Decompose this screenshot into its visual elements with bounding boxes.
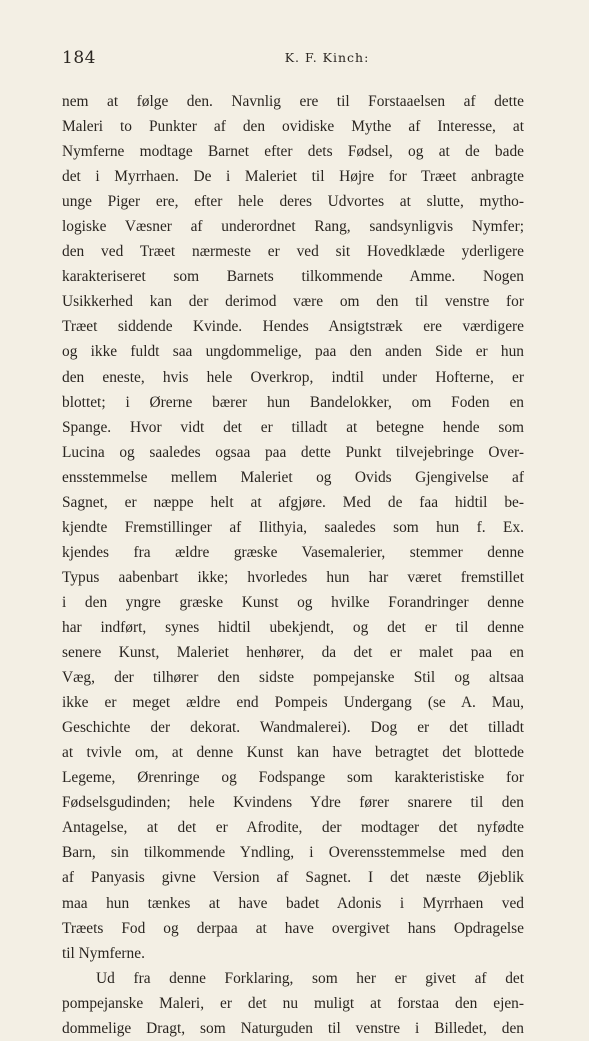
text-line: kjendte Fremstillinger af Ilithyia, saaledes som hun f. Ex.	[62, 518, 524, 536]
text-line: Nymferne modtage Barnet efter dets Fødsel, og at de bade	[62, 143, 524, 161]
text-line: kjendes fra ældre græske Vasemalerier, stemmer denne	[62, 543, 524, 561]
text-line: Ud fra denne Forklaring, som her er givet af det	[96, 969, 524, 987]
text-line: unge Piger ere, efter hele deres Udvortes at slutte, mytho-	[62, 193, 524, 211]
text-line: ensstemmelse mellem Maleriet og Ovids Gjengivelse af	[62, 468, 524, 486]
text-line: af Panyasis givne Version af Sagnet. I det næste Øjeblik	[62, 869, 524, 887]
text-line: i den yngre græske Kunst og hvilke Forandringer denne	[62, 593, 524, 611]
text-line: Træets Fod og derpaa at have overgivet hans Opdragelse	[62, 919, 524, 937]
text-line: Spange. Hvor vidt det er tilladt at betegne hende som	[62, 418, 524, 436]
text-line: Legeme, Ørenringe og Fodspange som karakteristiske for	[62, 769, 524, 787]
text-line: Fødselsgudinden; hele Kvindens Ydre fører snarere til den	[62, 794, 524, 812]
page-header	[62, 48, 532, 72]
text-line: den ved Træet nærmeste er ved sit Hovedklæde yderligere	[62, 243, 524, 261]
text-line: til Nymferne.	[62, 944, 145, 962]
text-line: Træet siddende Kvinde. Hendes Ansigtstræk ere værdigere	[62, 318, 524, 336]
text-line: karakteriseret som Barnets tilkommende Amme. Nogen	[62, 268, 524, 286]
text-line: Typus aabenbart ikke; hvorledes hun har været fremstillet	[62, 568, 524, 586]
text-line: har indført, synes hidtil ubekjendt, og det er til denne	[62, 618, 524, 636]
body-text	[62, 89, 524, 1041]
text-line: Usikkerhed kan der derimod være om den til venstre for	[62, 293, 524, 311]
text-line: blottet; i Ørerne bærer hun Bandelokker, om Foden en	[62, 393, 524, 411]
text-line: Barn, sin tilkommende Yndling, i Overensstemmelse med den	[62, 844, 524, 862]
text-line: Antagelse, at det er Afrodite, der modtager det nyfødte	[62, 819, 524, 837]
text-line: dommelige Dragt, som Naturguden til venstre i Billedet, den	[62, 1019, 524, 1037]
text-line: Lucina og saaledes ogsaa paa dette Punkt tilvejebringe Over-	[62, 443, 524, 461]
text-line: ikke er meget ældre end Pompeis Undergang (se A. Mau,	[62, 694, 524, 712]
text-line: den eneste, hvis hele Overkrop, indtil under Hofterne, er	[62, 368, 524, 386]
running-head: K. F. Kinch:	[284, 50, 370, 65]
text-line: nem at følge den. Navnlig ere til Forstaaelsen af dette	[62, 93, 524, 110]
page-number: 184	[62, 48, 96, 68]
text-line: logiske Væsner af underordnet Rang, sandsynligvis Nymfer;	[62, 218, 524, 236]
text-line: Geschichte der dekorat. Wandmalerei). Dog er det tilladt	[62, 719, 524, 737]
text-line: og ikke fuldt saa ungdommelige, paa den anden Side er hun	[62, 343, 524, 361]
text-line: maa hun tænkes at have badet Adonis i Myrrhaen ved	[62, 894, 524, 912]
text-line: senere Kunst, Maleriet henhører, da det er malet paa en	[62, 644, 524, 662]
text-line: at tvivle om, at denne Kunst kan have betragtet det blottede	[62, 744, 524, 762]
text-line: pompejanske Maleri, er det nu muligt at forstaa den ejen-	[62, 994, 524, 1012]
text-line: Sagnet, er næppe helt at afgjøre. Med de faa hidtil be-	[62, 493, 524, 511]
text-line: Maleri to Punkter af den ovidiske Mythe af Interesse, at	[62, 118, 524, 136]
text-line: Væg, der tilhører den sidste pompejanske Stil og altsaa	[62, 669, 524, 687]
text-line: det i Myrrhaen. De i Maleriet til Højre for Træet anbragte	[62, 168, 524, 186]
